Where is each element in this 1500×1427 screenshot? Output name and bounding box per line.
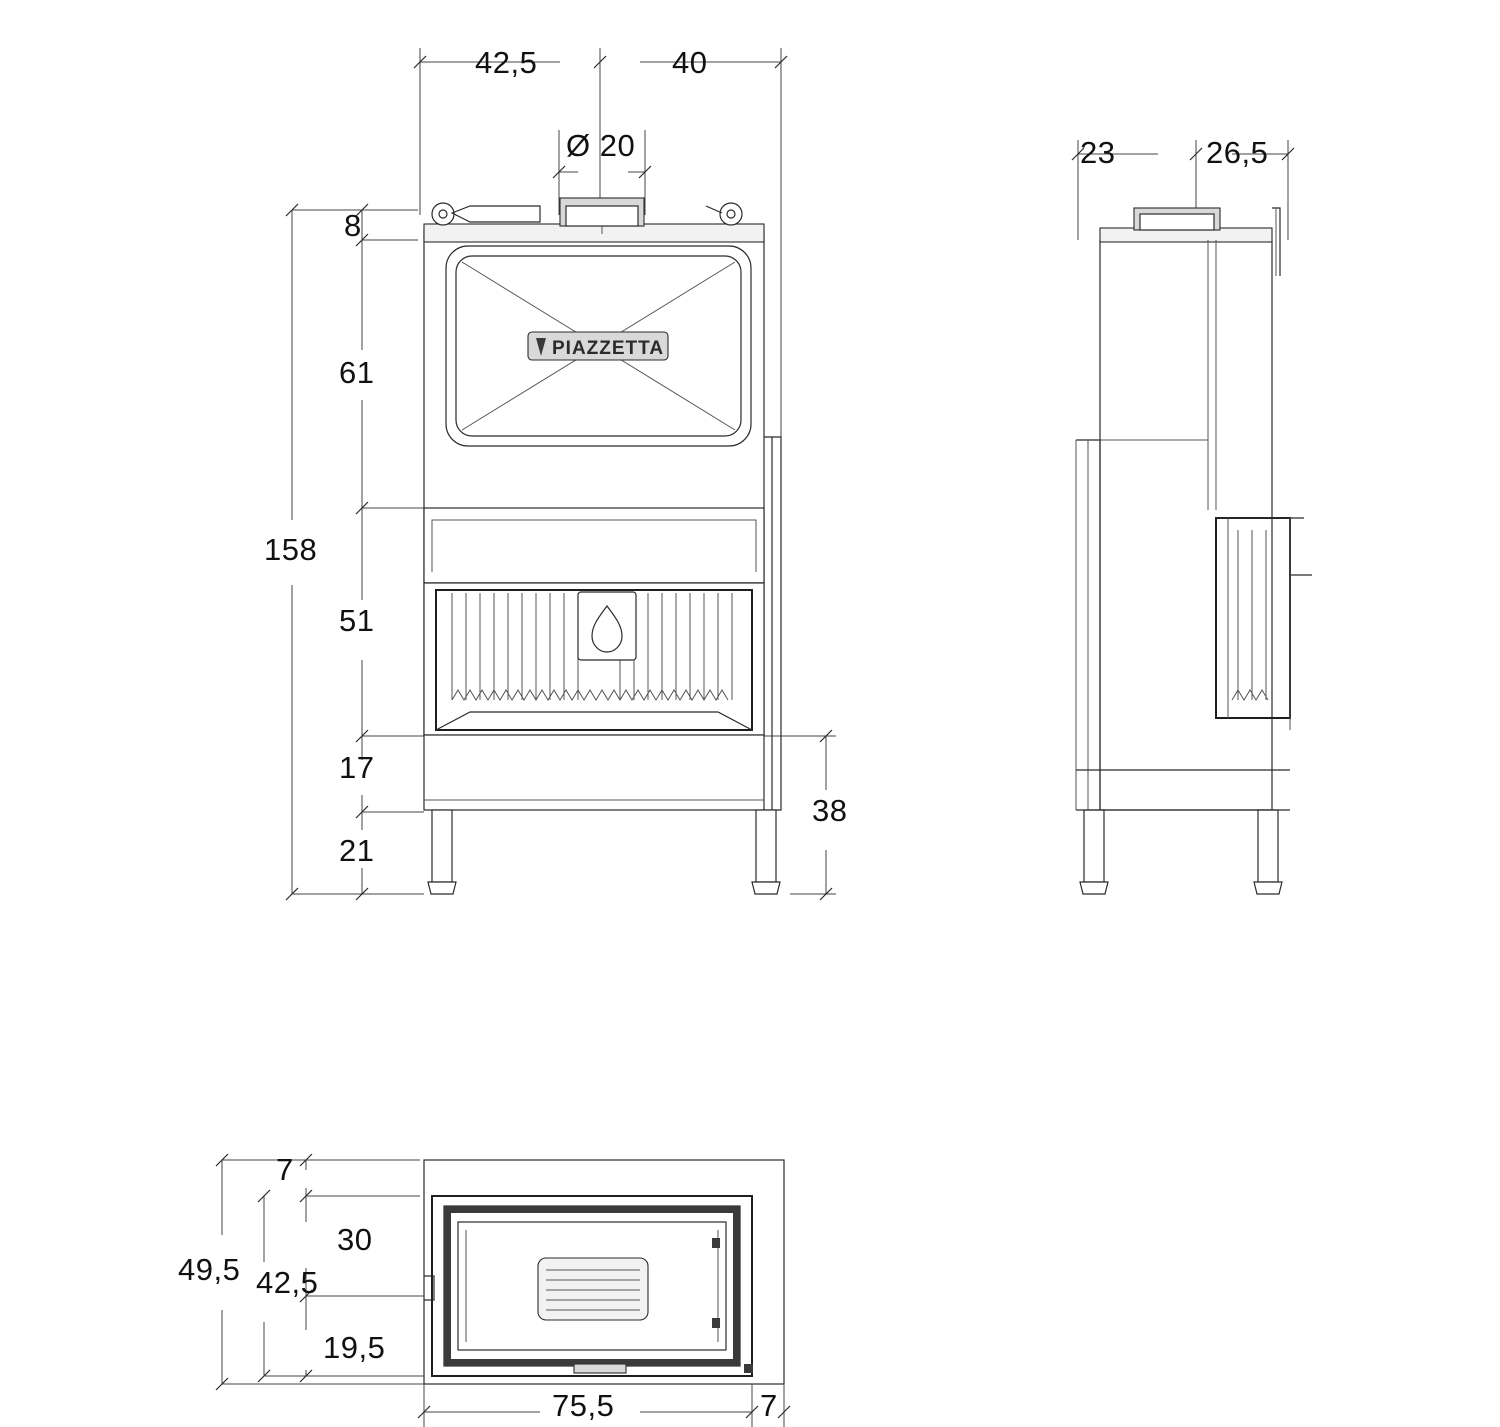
dim-plan-rear-depth: 19,5 <box>323 1330 386 1365</box>
dim-plan-total-width: 75,5 <box>552 1388 615 1423</box>
dim-front-top-left-width: 42,5 <box>475 45 538 80</box>
dim-upper-body: 61 <box>339 355 375 390</box>
dim-total-height: 158 <box>264 532 318 567</box>
dim-legs: 21 <box>339 833 375 868</box>
side-view-group <box>1072 140 1312 894</box>
brand-logo-text: PIAZZETTA <box>552 338 665 359</box>
dim-plan-inner-depth: 42,5 <box>256 1265 319 1300</box>
dim-base-band: 17 <box>339 750 375 785</box>
dim-right-height: 38 <box>812 793 848 828</box>
dim-flue-diameter: Ø 20 <box>566 128 636 163</box>
dim-front-top-right-width: 40 <box>672 45 708 80</box>
dim-plan-right-offset: 7 <box>760 1388 778 1423</box>
dim-firebox: 51 <box>339 603 375 638</box>
dim-plan-front-offset: 7 <box>276 1152 294 1187</box>
dim-plan-mid-depth: 30 <box>337 1222 373 1257</box>
dim-side-left-depth: 23 <box>1080 135 1116 170</box>
dim-top-gap: 8 <box>344 208 362 243</box>
dim-side-right-depth: 26,5 <box>1206 135 1269 170</box>
dim-plan-total-depth: 49,5 <box>178 1252 241 1287</box>
